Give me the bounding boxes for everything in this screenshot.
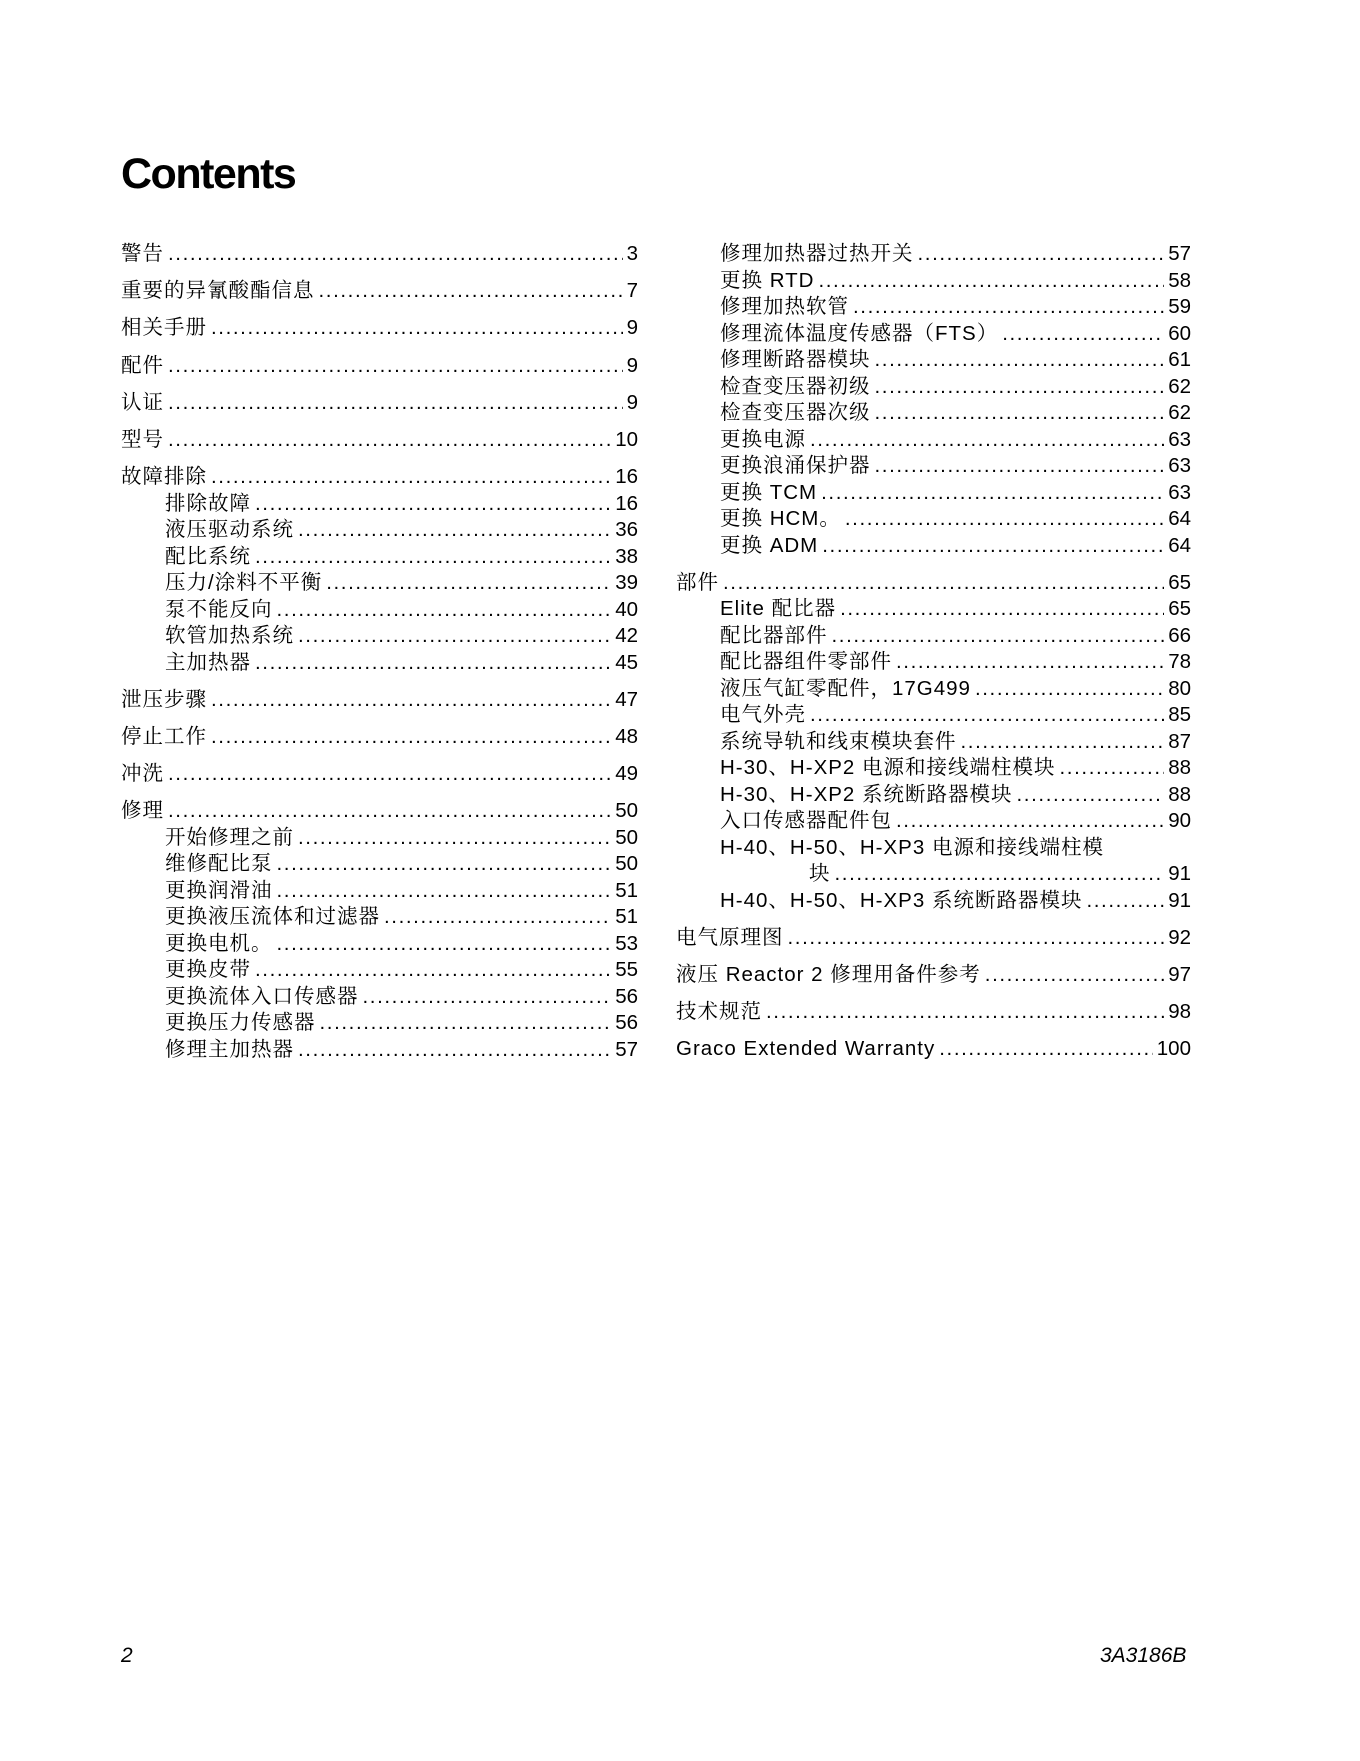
toc-entry-title: 相关手册 [121, 316, 207, 340]
toc-dot-leader [875, 400, 1165, 427]
toc-dot-leader [822, 533, 1164, 560]
toc-entry-title: 型号 [121, 427, 164, 451]
toc-page-number: 51 [615, 878, 638, 902]
toc-dot-leader [168, 353, 623, 380]
toc-page-number: 80 [1168, 676, 1191, 700]
toc-dot-leader [985, 962, 1164, 989]
toc-entry-title: 开始修理之前 [165, 825, 294, 849]
toc-dot-leader [298, 1037, 611, 1064]
toc-entry-title: 更换润滑油 [165, 878, 273, 902]
toc-dot-leader [168, 241, 623, 268]
toc-subsection-entry[interactable] [121, 825, 638, 852]
toc-entry-title: 冲洗 [121, 762, 164, 786]
toc-page-number: 63 [1168, 480, 1191, 504]
toc-entry-title: 故障排除 [121, 465, 207, 489]
toc-dot-leader [1002, 321, 1164, 348]
toc-entry-title: 配件 [121, 353, 164, 377]
toc-section-entry[interactable] [121, 798, 638, 825]
toc-dot-leader [810, 427, 1164, 454]
toc-subsection-entry[interactable] [676, 321, 1191, 348]
toc-entry-title: 警告 [121, 242, 164, 265]
toc-page-number: 91 [1168, 862, 1191, 886]
toc-entry-title: 系统导轨和线束模块套件 [720, 729, 957, 753]
toc-page-number: 88 [1168, 782, 1191, 806]
toc-subsection-entry[interactable] [676, 729, 1191, 756]
toc-dot-leader [1017, 782, 1165, 809]
toc-entry-title: 更换 ADM [720, 533, 819, 557]
toc-page-number: 9 [626, 316, 638, 340]
toc-subsection-entry[interactable] [676, 808, 1191, 835]
toc-entry-title: H-40、H-50、H-XP3 电源和接线端柱模 [720, 835, 1104, 859]
toc-page-number: 16 [615, 465, 638, 489]
toc-page-number: 66 [1168, 623, 1191, 647]
toc-subsection-entry[interactable] [676, 400, 1191, 427]
toc-dot-leader [277, 851, 612, 878]
toc-dot-leader [875, 453, 1165, 480]
toc-page-number: 64 [1168, 507, 1191, 530]
toc-right-column [676, 241, 1191, 1063]
toc-entry-title: 更换电源 [720, 427, 806, 451]
toc-page-number: 64 [1168, 533, 1191, 557]
toc-dot-leader [277, 878, 612, 905]
toc-page-number: 65 [1168, 570, 1191, 594]
toc-subsection-entry[interactable] [676, 861, 1191, 888]
toc-subsection-entry[interactable] [676, 702, 1191, 729]
toc-dot-leader [211, 687, 611, 714]
toc-entry-title: 泄压步骤 [121, 687, 207, 711]
toc-section-entry[interactable] [121, 278, 638, 305]
toc-entry-title: 停止工作 [121, 725, 207, 748]
toc-page-number: 78 [1168, 650, 1191, 674]
toc-entry-title: 修理主加热器 [165, 1037, 294, 1061]
toc-entry-title: 块 [809, 862, 831, 886]
toc-dot-leader [723, 570, 1164, 597]
toc-section-entry[interactable] [676, 925, 1191, 952]
toc-page-number: 98 [1168, 1000, 1191, 1024]
toc-subsection-entry[interactable] [676, 347, 1191, 374]
toc-page-number: 10 [615, 427, 638, 451]
toc-page-number: 9 [626, 390, 638, 414]
toc-dot-leader [766, 999, 1164, 1026]
toc-subsection-entry[interactable] [121, 984, 638, 1011]
toc-entry-title: 更换电机。 [165, 931, 273, 955]
toc-subsection-entry[interactable] [121, 650, 638, 677]
toc-dot-leader [168, 427, 611, 454]
toc-subsection-entry[interactable] [676, 533, 1191, 560]
toc-dot-leader [320, 1010, 612, 1037]
toc-dot-leader [918, 241, 1165, 268]
toc-entry-title: 更换浪涌保护器 [720, 454, 871, 477]
toc-entry-title: 更换 TCM [720, 480, 818, 504]
toc-entry-title: 主加热器 [165, 650, 251, 674]
toc-page-number: 58 [1168, 268, 1191, 292]
toc-subsection-entry[interactable] [676, 374, 1191, 401]
toc-entry-title: 认证 [121, 390, 164, 414]
toc-entry-title: H-40、H-50、H-XP3 系统断路器模块 [720, 888, 1083, 912]
toc-page-number: 55 [615, 958, 638, 982]
toc-page-number: 16 [615, 491, 638, 515]
toc-page-number: 36 [615, 518, 638, 542]
toc-entry-title: 电气外壳 [720, 703, 806, 727]
toc-section-entry[interactable] [121, 353, 638, 380]
toc-dot-leader [896, 649, 1164, 676]
toc-page-number: 91 [1168, 888, 1191, 912]
toc-entry-title: 配比器组件零部件 [720, 650, 892, 674]
toc-page-number: 85 [1168, 703, 1191, 727]
toc-dot-leader [255, 957, 611, 984]
toc-subsection-entry[interactable] [676, 888, 1191, 915]
toc-subsection-entry[interactable] [121, 1037, 638, 1064]
toc-entry-title: 液压气缸零配件，17G499 [720, 676, 971, 700]
toc-entry-title: 修理加热软管 [720, 295, 849, 318]
toc-entry-title: 软管加热系统 [165, 624, 294, 648]
toc-page-number: 48 [615, 725, 638, 748]
toc-subsection-entry[interactable] [676, 623, 1191, 650]
toc-section-entry[interactable] [676, 999, 1191, 1026]
toc-subsection-entry[interactable] [676, 241, 1191, 268]
toc-section-entry[interactable] [676, 1036, 1191, 1063]
toc-page-number: 56 [615, 1011, 638, 1035]
toc-page-number: 51 [615, 905, 638, 929]
toc-left-column [121, 241, 638, 1063]
toc-entry-title: 检查变压器初级 [720, 374, 871, 398]
toc-entry-title: 入口传感器配件包 [720, 809, 892, 833]
toc-page-number: 39 [615, 571, 638, 595]
toc-entry-title: 修理流体温度传感器（FTS） [720, 321, 999, 345]
toc-page-number: 53 [615, 931, 638, 955]
toc-dot-leader [853, 294, 1164, 321]
toc-dot-leader [298, 517, 611, 544]
toc-dot-leader [255, 650, 611, 677]
toc-dot-leader [788, 925, 1165, 952]
toc-dot-leader [875, 374, 1165, 401]
toc-subsection-entry[interactable] [676, 782, 1191, 809]
toc-entry-title: 更换流体入口传感器 [165, 984, 359, 1008]
toc-page-number: 90 [1168, 809, 1191, 833]
toc-page-number: 45 [615, 650, 638, 674]
toc-section-entry[interactable] [676, 570, 1191, 597]
toc-dot-leader [211, 724, 611, 751]
toc-dot-leader [896, 808, 1164, 835]
toc-entry-title: H-30、H-XP2 电源和接线端柱模块 [720, 756, 1056, 780]
toc-subsection-entry[interactable] [121, 491, 638, 518]
toc-dot-leader [845, 506, 1164, 533]
toc-page-number: 50 [615, 852, 638, 876]
toc-section-entry[interactable] [121, 761, 638, 788]
toc-page-number: 40 [615, 597, 638, 621]
toc-entry-title: 排除故障 [165, 491, 251, 515]
toc-dot-leader [211, 315, 623, 342]
toc-page-number: 50 [615, 799, 638, 823]
toc-entry-title: 检查变压器次级 [720, 401, 871, 424]
toc-entry-title: 配比系统 [165, 544, 251, 568]
toc-subsection-entry[interactable] [121, 517, 638, 544]
toc-entry-title: 修理加热器过热开关 [720, 242, 914, 265]
toc-dot-leader [810, 702, 1164, 729]
toc-dot-leader [939, 1036, 1153, 1063]
toc-section-entry[interactable] [121, 241, 638, 268]
toc-entry-title: Elite 配比器 [720, 597, 837, 621]
toc-section-entry[interactable] [121, 315, 638, 342]
toc-dot-leader [277, 597, 612, 624]
toc-page-number: 56 [615, 984, 638, 1008]
toc-subsection-entry[interactable] [121, 904, 638, 931]
page-title: Contents [121, 150, 296, 198]
toc-subsection-entry[interactable] [676, 294, 1191, 321]
toc-subsection-entry[interactable] [121, 1010, 638, 1037]
toc-page-number: 9 [626, 353, 638, 377]
toc-page-number: 92 [1168, 925, 1191, 949]
toc-page-number: 7 [626, 279, 638, 303]
toc-entry-title: 更换压力传感器 [165, 1011, 316, 1035]
toc-dot-leader [363, 984, 612, 1011]
toc-page-number: 57 [1168, 242, 1191, 265]
toc-page-number: 62 [1168, 374, 1191, 398]
toc-entry-title: 修理断路器模块 [720, 348, 871, 371]
toc-dot-leader [835, 861, 1165, 888]
toc-dot-leader [832, 623, 1165, 650]
toc-subsection-entry[interactable] [676, 755, 1191, 782]
toc-dot-leader [255, 544, 611, 571]
toc-dot-leader [818, 268, 1164, 295]
toc-entry-title: 部件 [676, 570, 719, 594]
toc-page-number: 61 [1168, 348, 1191, 371]
toc-section-entry[interactable] [676, 962, 1191, 989]
toc-entry-title: 更换皮带 [165, 958, 251, 982]
toc-entry-title: 泵不能反向 [165, 597, 273, 621]
toc-page-number: 38 [615, 544, 638, 568]
toc-entry-title: 重要的异氰酸酯信息 [121, 279, 315, 303]
toc-subsection-entry[interactable] [121, 597, 638, 624]
toc-page-number: 3 [626, 242, 638, 265]
toc-subsection-entry[interactable] [121, 878, 638, 905]
toc-subsection-entry[interactable] [676, 453, 1191, 480]
toc-dot-leader [840, 596, 1164, 623]
toc-entry-title: H-30、H-XP2 系统断路器模块 [720, 782, 1013, 806]
toc-subsection-entry[interactable] [121, 544, 638, 571]
toc-page-number: 100 [1156, 1037, 1191, 1061]
toc-section-entry[interactable] [121, 464, 638, 491]
toc-dot-leader [875, 347, 1165, 374]
toc-entry-title: 压力/涂料不平衡 [165, 571, 323, 595]
toc-dot-leader [384, 904, 611, 931]
toc-subsection-entry[interactable] [676, 480, 1191, 507]
toc-page-number: 63 [1168, 454, 1191, 477]
toc-entry-title: 修理 [121, 799, 164, 823]
toc-entry-title: Graco Extended Warranty [676, 1037, 936, 1061]
toc-dot-leader [1086, 888, 1164, 915]
toc-dot-leader [1060, 755, 1165, 782]
toc-entry[interactable] [676, 835, 1191, 862]
toc-dot-leader [821, 480, 1164, 507]
toc-entry-title: 液压驱动系统 [165, 518, 294, 542]
toc-dot-leader [168, 761, 611, 788]
toc-section-entry[interactable] [121, 427, 638, 454]
toc-subsection-entry[interactable] [676, 506, 1191, 533]
toc-subsection-entry[interactable] [121, 931, 638, 958]
toc-page-number: 47 [615, 687, 638, 711]
toc-subsection-entry[interactable] [121, 623, 638, 650]
toc-subsection-entry[interactable] [121, 570, 638, 597]
toc-subsection-entry[interactable] [121, 851, 638, 878]
toc-page-number: 65 [1168, 597, 1191, 621]
toc-page-number: 59 [1168, 295, 1191, 318]
toc-entry-title: 维修配比泵 [165, 852, 273, 876]
toc-page-number: 62 [1168, 401, 1191, 424]
toc-entry-title: 配比器部件 [720, 623, 828, 647]
toc-page-number: 42 [615, 624, 638, 648]
toc-subsection-entry[interactable] [676, 427, 1191, 454]
toc-dot-leader [298, 825, 611, 852]
toc-page-number: 49 [615, 762, 638, 786]
toc-entry-title: 更换 RTD [720, 268, 815, 292]
toc-subsection-entry[interactable] [676, 649, 1191, 676]
toc-entry-title: 电气原理图 [676, 925, 784, 949]
toc-entry-title: 更换液压流体和过滤器 [165, 905, 380, 929]
toc-page-number: 63 [1168, 427, 1191, 451]
toc-page-number: 97 [1168, 963, 1191, 987]
toc-section-entry[interactable] [121, 687, 638, 714]
toc-dot-leader [319, 278, 623, 305]
toc-page-number: 50 [615, 825, 638, 849]
toc-dot-leader [975, 676, 1164, 703]
toc-dot-leader [326, 570, 611, 597]
toc-dot-leader [168, 798, 611, 825]
document-code: 3A3186B [1100, 1644, 1187, 1667]
toc-page-number: 88 [1168, 756, 1191, 780]
toc-section-entry[interactable] [121, 724, 638, 751]
page-number: 2 [121, 1644, 133, 1667]
toc-entry-title: 更换 HCM。 [720, 507, 841, 530]
toc-section-entry[interactable] [121, 390, 638, 417]
toc-page-number: 57 [615, 1037, 638, 1061]
toc-subsection-entry[interactable] [676, 596, 1191, 623]
toc-dot-leader [961, 729, 1165, 756]
toc-entry-title: 技术规范 [676, 1000, 762, 1024]
toc-dot-leader [255, 491, 611, 518]
toc-subsection-entry[interactable] [121, 957, 638, 984]
toc-dot-leader [298, 623, 611, 650]
toc-dot-leader [277, 931, 612, 958]
toc-page-number: 87 [1168, 729, 1191, 753]
toc-subsection-entry[interactable] [676, 268, 1191, 295]
toc-dot-leader [211, 464, 611, 491]
toc-entry-title: 液压 Reactor 2 修理用备件参考 [676, 963, 981, 987]
toc-page-number: 60 [1168, 321, 1191, 345]
toc-dot-leader [168, 390, 623, 417]
toc-subsection-entry[interactable] [676, 676, 1191, 703]
